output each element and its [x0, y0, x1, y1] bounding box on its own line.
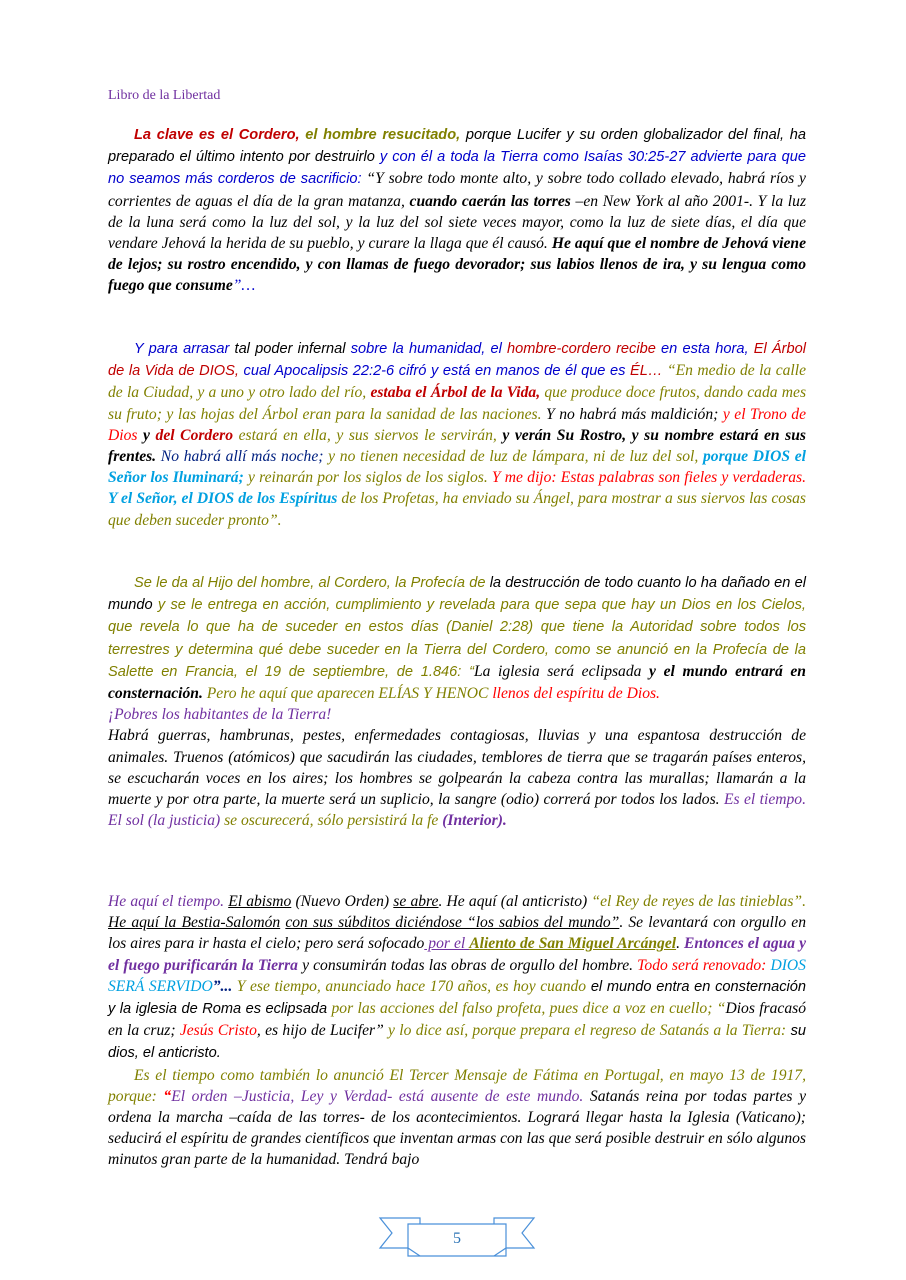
p1-span: He aquí que el nombre de Jehová viene de lejos; su rostro encendido, y con llamas de fuego devorador; sus labios llenos de ira, y su lengua como fuego que consume	[108, 235, 806, 295]
p2-span: No habrá allí más noche;	[156, 448, 324, 466]
p3-span: Pero he aquí que aparecen ELÍAS Y HENOC	[202, 685, 489, 703]
p3-span: llenos del espíritu de Dios.	[488, 685, 660, 703]
p6-span: (Nuevo Orden)	[291, 893, 394, 910]
p6-span: Entonces el agua y el fuego purificarán la Tierra	[108, 935, 806, 974]
paragraph-1	[108, 124, 806, 297]
p2-span: del Cordero	[149, 426, 234, 444]
p2-span: y verán Su Rostro, y su nombre estará en sus frentes.	[108, 426, 806, 466]
p5-span: (Interior).	[438, 812, 507, 830]
p6-span: por las acciones del falso profeta, pues dice a voz en cuello;	[327, 1000, 713, 1018]
p2-span: Y no habrá más maldición;	[541, 405, 719, 423]
p6-span: ”...	[212, 977, 233, 995]
paragraph-3	[108, 572, 806, 831]
p2-span: cual Apocalipsis 22:2-6 cifró y está en manos de él que es	[238, 363, 626, 380]
p2-span: de los Profetas, ha enviado su Ángel, para mostrar a sus siervos las cosas que deben suceder pronto”.	[108, 490, 806, 529]
p3-span: y el mundo entrará en consternación.	[108, 662, 806, 703]
p1-span: “Y sobre todo monte alto, y sobre todo collado elevado, habrá ríos y corrientes de aguas el día de la gran matanza,	[108, 170, 806, 210]
p6-span: El abismo	[228, 893, 292, 910]
p2-span: en esta hora,	[655, 341, 749, 357]
p2-span: y no tienen necesidad de luz de lámpara, ni de luz del sol,	[323, 448, 699, 466]
p6-span: se abre	[393, 893, 439, 910]
p6-span: . He aquí (al anticristo)	[438, 893, 588, 910]
p2-span: sobre la humanidad, el	[345, 341, 502, 357]
p7-span: Es el tiempo como también lo anunció El Tercer Mensaje de Fátima en Portugal, en mayo 13 de 1917, porque:	[108, 1066, 806, 1105]
p2-span: Y me dijo: Estas palabras son fieles y verdaderas.	[487, 469, 806, 487]
p2-span: El Árbol de la Vida de DIOS,	[108, 341, 806, 380]
p7-span: “	[156, 1087, 172, 1105]
p7-span: está ausente de este mundo.	[392, 1087, 584, 1105]
p3-span: y se le entrega en acción, cumplimiento y revelada para que sepa que hay un Dios en los Cielos, que revela lo que ha de suceder en estos días (Daniel 2:28) que tiene la Autoridad sobre todos los terrestres y determina qué debe suceder en la Tierra del Cordero, como se anunció en la Profecía de la Salette en Francia, el 19 de septiembre, de 1.846: “	[108, 597, 806, 680]
p2-span: Y el Señor, el DIOS de los Espíritus	[108, 490, 338, 508]
p1-span: el hombre resucitado,	[299, 127, 461, 143]
p6-span: con sus súbditos diciéndose “los sabios del mundo”	[285, 914, 620, 932]
p6-span: y consumirán todas las obras de orgullo del hombre.	[297, 956, 634, 974]
paragraph-4: ¡Pobres los habitantes de la Tierra!	[108, 706, 332, 724]
p1-span: porque Lucifer y su orden globalizador del final, ha preparado el último intento por destruirlo	[108, 127, 806, 166]
p2-span: y reinarán por los siglos de los siglos.	[243, 469, 488, 487]
p6-span: “	[712, 1000, 726, 1018]
p6-span: el mundo entra en consternación y la iglesia de Roma es eclipsada	[108, 978, 806, 1018]
p7-span: Satanás reina por todas partes y ordena la marcha –caída de las torres- de los acontecimientos. Logrará llegar hasta la Iglesia (Vaticano); seducirá el espíritu de grandes científicos que inventan armas con las que será posible destruir en sólo algunos minutos gran parte de la humanidad. Tendrá bajo	[108, 1087, 806, 1169]
p2-span: tal poder infernal	[229, 341, 346, 357]
p6-span: . Se levantará con orgullo en los aires para ir hasta el cielo; pero será sofocado	[108, 914, 806, 953]
page-number-ribbon	[378, 1214, 536, 1260]
p2-span: y el Trono de Dios	[108, 405, 806, 444]
p1-span: y con él a toda la Tierra como Isaías 30:25-27 advierte para que no seamos más corderos de sacrificio:	[108, 149, 806, 188]
p6-span: Dios fracasó en la cruz;	[108, 1000, 807, 1040]
p6-span: Y ese tiempo, anunciado hace 170 años, es hoy cuando	[232, 977, 587, 995]
paragraph-2	[108, 338, 806, 531]
p7-span: El orden –Justicia, Ley y Verdad-	[171, 1087, 393, 1105]
p3-span: La iglesia será eclipsada	[473, 662, 642, 680]
p6-span: Aliento de San Miguel Arcángel	[469, 935, 677, 953]
p2-span: y	[137, 426, 150, 444]
p2-span: hombre-cordero recibe	[501, 341, 656, 357]
p2-span: estará en ella, y sus siervos le servirán,	[233, 426, 497, 444]
p2-span: porque DIOS el Señor los Iluminará;	[108, 448, 806, 487]
p1-span: ”…	[232, 277, 256, 295]
page-number: 5	[453, 1230, 461, 1247]
p1-span: –en New York al año 2001-. Y la luz de la luna será como la luz del sol, y la luz del sol siete veces mayor, como la luz de siete días, el día que vendare Jehová la herida de su pueblo, y curare la llaga que él causó.	[108, 192, 807, 253]
p1-span: cuando caerán las torres	[404, 192, 571, 210]
p2-span: estaba el Árbol de la Vida,	[366, 384, 541, 402]
p2-span: “En medio de la calle de la Ciudad, y a uno y otro lado del río,	[108, 362, 807, 402]
p6-span: He aquí la Bestia-Salomón	[108, 914, 281, 932]
running-header: Libro de la Libertad	[108, 88, 221, 103]
p6-span: .	[676, 935, 680, 953]
p6-span: su dios, el anticristo.	[108, 1023, 806, 1062]
p5-span: Habrá guerras, hambrunas, pestes, enfermedades contagiosas, lluvias y una espantosa destrucción de animales. Truenos (atómicos) que sacudirán las ciudades, temblores de tierra que se tragarán países enteros, se escucharán voces en los aires; los hombres se golpearán la cabeza contra las murallas; llamarán a la muerte y por otra parte, la muerte será un suplicio, la sangre (odio) correrá por todos los lados.	[108, 727, 806, 809]
p3-span: Se le da al Hijo del hombre, al Cordero, la Profecía de	[134, 575, 486, 591]
paragraph-6	[108, 891, 806, 1171]
p6-span: y lo dice así, porque prepara el regreso de Satanás a la Tierra:	[383, 1022, 787, 1040]
p5-span: Es el tiempo. El sol (la justicia)	[108, 791, 806, 830]
p6-span: Todo será renovado:	[633, 956, 767, 974]
p6-span: “el Rey de reyes de las tinieblas”.	[587, 893, 806, 910]
p6-span: DIOS SERÁ SERVIDO	[108, 956, 806, 995]
p6-span: He aquí el tiempo.	[108, 893, 225, 910]
p6-span: Jesús Cristo	[175, 1022, 257, 1040]
p2-span: Y para arrasar	[134, 341, 230, 357]
p2-span: ÉL…	[625, 363, 663, 380]
p3-span: la destrucción de todo cuanto lo ha dañado en el mundo	[108, 575, 806, 614]
p2-span: que produce doce frutos, dando cada mes su fruto; y las hojas del Árbol eran para la sanidad de las naciones.	[108, 384, 807, 423]
p6-span: , es hijo de Lucifer”	[256, 1022, 384, 1040]
p6-span: por el	[424, 935, 470, 953]
p5-span: se oscurecerá, sólo persistirá la fe	[220, 812, 439, 830]
p1-span: La clave es el Cordero,	[134, 127, 300, 143]
